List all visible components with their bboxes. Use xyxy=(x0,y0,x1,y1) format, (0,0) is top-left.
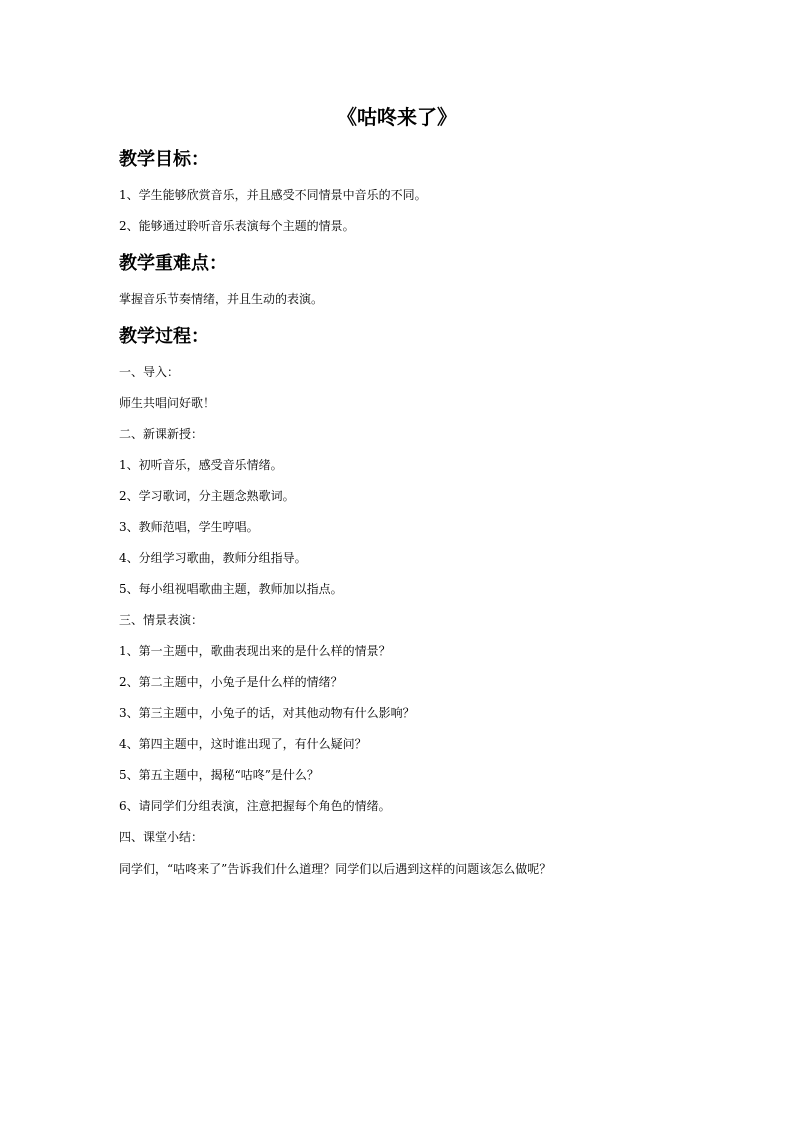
process-line-16: 四、课堂小结： xyxy=(119,830,204,844)
process-line-2: 师生共唱问好歌！ xyxy=(119,396,216,410)
process-line-12: 3、第三主题中，小兔子的话，对其他动物有什么影响？ xyxy=(119,706,415,720)
key-points-line-1: 掌握音乐节奏情绪，并且生动的表演。 xyxy=(119,292,324,306)
goals-heading: 教学目标： xyxy=(119,149,209,170)
process-line-8: 5、每小组视唱歌曲主题，教师加以指点。 xyxy=(119,582,343,596)
process-line-11: 2、第二主题中，小兔子是什么样的情绪？ xyxy=(119,675,343,689)
document-title: 《咕咚来了》 xyxy=(337,105,457,129)
process-line-10: 1、第一主题中，歌曲表现出来的是什么样的情景？ xyxy=(119,644,391,658)
process-line-13: 4、第四主题中，这时谁出现了，有什么疑问？ xyxy=(119,737,367,751)
process-line-17: 同学们，“咕咚来了”告诉我们什么道理？同学们以后遇到这样的问题该怎么做呢？ xyxy=(119,862,552,876)
process-line-7: 4、分组学习歌曲，教师分组指导。 xyxy=(119,551,307,565)
process-line-3: 二、新课新授： xyxy=(119,427,204,441)
process-heading: 教学过程： xyxy=(119,326,209,347)
goals-line-2: 2、能够通过聆听音乐表演每个主题的情景。 xyxy=(119,219,355,233)
key-points-heading: 教学重难点： xyxy=(119,253,227,274)
process-line-4: 1、初听音乐，感受音乐情绪。 xyxy=(119,458,283,472)
goals-line-1: 1、学生能够欣赏音乐，并且感受不同情景中音乐的不同。 xyxy=(119,188,427,202)
process-line-15: 6、请同学们分组表演，注意把握每个角色的情绪。 xyxy=(119,799,391,813)
process-line-1: 一、导入： xyxy=(119,365,180,379)
process-line-14: 5、第五主题中，揭秘“咕咚”是什么？ xyxy=(119,768,319,782)
process-line-6: 3、教师范唱，学生哼唱。 xyxy=(119,520,259,534)
process-line-9: 三、情景表演： xyxy=(119,613,204,627)
process-line-5: 2、学习歌词，分主题念熟歌词。 xyxy=(119,489,295,503)
